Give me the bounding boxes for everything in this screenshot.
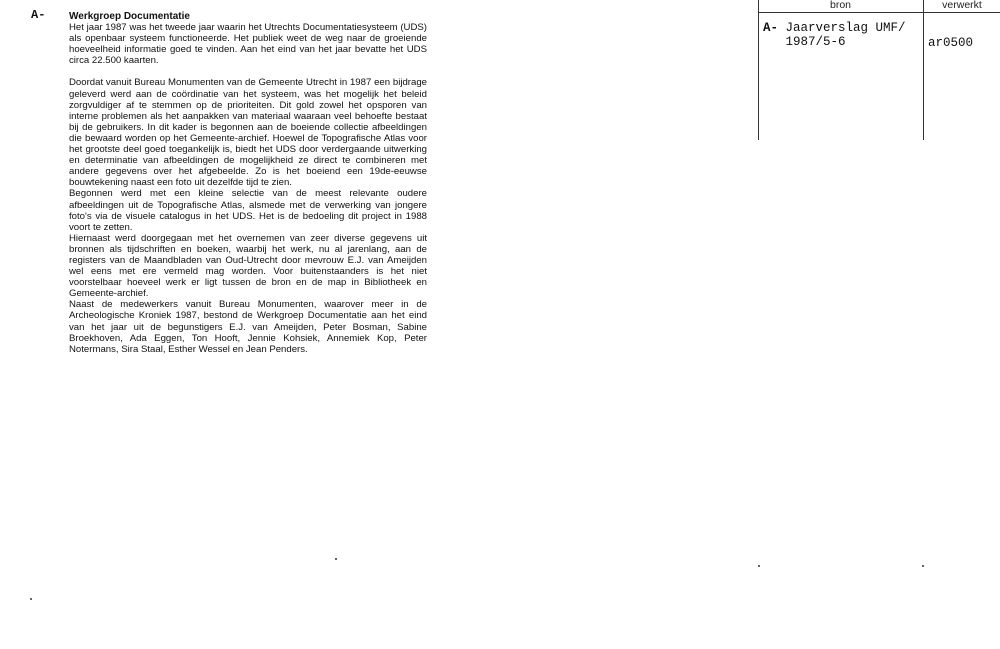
table-left-rule: [758, 0, 759, 140]
article-title: Werkgroep Documentatie: [69, 11, 190, 22]
column-header-verwerkt: verwerkt: [942, 0, 982, 11]
bron-entry-prefix: A-: [763, 21, 779, 35]
section-marker: A-: [31, 8, 46, 22]
article-paragraph: Het jaar 1987 was het tweede jaar waarin het Utrechts Documentatiesysteem (UDS) als openbaar systeem functioneerde. Het publiek weet de weg naar de groeiende hoeveelheid informatie goed te vinden. Aan het eind van het jaar bevatte het UDS circa 22.500 kaarten.: [69, 22, 427, 67]
table-column-rule: [923, 0, 924, 140]
column-header-bron: bron: [829, 0, 851, 11]
article-paragraph: Hiernaast werd doorgegaan met het overnemen van zeer diverse gegevens uit bronnen als tijdschriften en boeken, waarbij het werk, nu al jarenlang, aan de registers van de Maandbladen van Oud-Utrecht door mevrouw E.J. van Ameijden wel eens met ere vermeld mag worden. Voor buitenstaanders is het niet voorstelbaar hoeveel werk er ligt tussen de bron en de map in Bibliotheek en Gemeente-archief.: [69, 232, 427, 300]
bron-entry-source-line2: 1987/5-6: [785, 35, 846, 49]
article-paragraph: Doordat vanuit Bureau Monumenten van de Gemeente Utrecht in 1987 een bijdrage geleverd werd aan de coördinatie van het systeem, was het mogelijk het beleid zorgvuldiger af te stemmen op de prioriteiten. Dit gold zowel het opsporen van interne problemen als het aanpakken van materiaal waaraan veel behoefte bestaat bij de gebruikers. In dit kader is begonnen aan de boeiende collectie afbeeldingen die bewaard worden op het Gemeente-archief. Hoewel de Topografische Atlas voor het grootste deel goed toegankelijk is, biedt het UDS door verdergaande uitwerking en determinatie van afbeeldingen de mogelijkheid ze direct te combineren met andere gegevens over het afgebeelde. Zo is het boeiend een 19de-eeuwse bouwtekening naast een foto uit dezelfde tijd te zien.: [69, 77, 427, 189]
article-paragraph: Naast de medewerkers vanuit Bureau Monumenten, waarover meer in de Archeologische Kroniek 1987, bestond de Werkgroep Documentatie aan het eind van het jaar uit de begunstigers E.J. van Ameijden, Peter Bosman, Sabine Broekhoven, Ada Eggen, Ton Hooft, Jennie Kohsiek, Annemiek Kop, Peter Notermans, Sira Staal, Esther Wessel en Jean Penders.: [69, 299, 427, 355]
scan-speck: [335, 558, 337, 560]
verwerkt-code: ar0500: [928, 36, 974, 50]
scan-speck: [758, 565, 760, 567]
scan-speck: [30, 598, 32, 600]
scan-speck: [922, 565, 924, 567]
article: [69, 11, 427, 355]
bron-entry: [763, 21, 921, 49]
article-paragraph: Begonnen werd met een kleine selectie van de meest relevante oudere afbeeldingen uit de Topografische Atlas, alsmede met de verwerking van jongere foto's via de visuele catalogus in het UDS. Het is de bedoeling dit project in 1988 voort te zetten.: [69, 188, 427, 233]
table-header-rule: [759, 12, 1000, 13]
bron-entry-source-line1: Jaarverslag UMF/: [785, 21, 906, 35]
